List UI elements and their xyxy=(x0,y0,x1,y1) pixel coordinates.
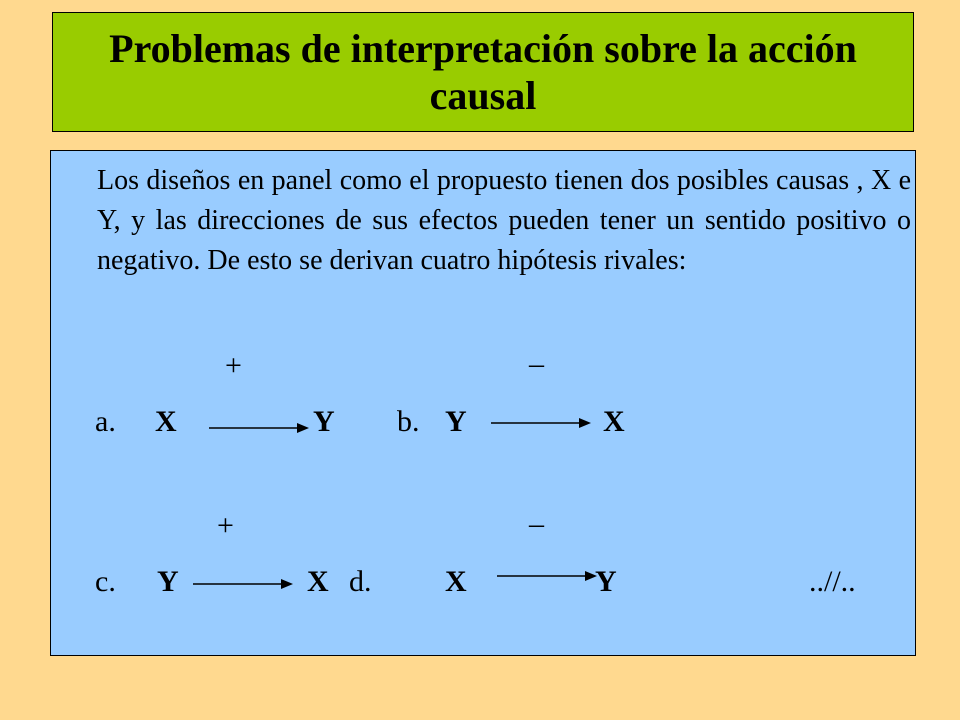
hypothesis-c-arrow-icon xyxy=(193,577,293,591)
hypothesis-d-arrow-icon xyxy=(497,569,597,583)
plus-sign-c: + xyxy=(217,509,234,542)
hypothesis-a-cause: X xyxy=(155,405,177,438)
hypothesis-d-effect: Y xyxy=(595,565,617,598)
hypothesis-b-arrow-icon xyxy=(491,416,591,430)
plus-sign-a: + xyxy=(225,349,242,382)
slide-title: Problemas de interpretación sobre la acción causal xyxy=(109,26,857,118)
intro-paragraph: Los diseños en panel como el propuesto tienen dos posibles causas , X e Y, y las direcciones de sus efectos pueden tener un sentido positivo o negativo. De esto se derivan cuatro hipótesis rivales: xyxy=(97,165,911,276)
hypothesis-b-cause: Y xyxy=(445,405,467,438)
title-banner xyxy=(52,12,914,132)
minus-sign-b: – xyxy=(529,347,544,380)
hypothesis-d-cause: X xyxy=(445,565,467,598)
content-panel xyxy=(50,150,916,656)
hypothesis-b-effect: X xyxy=(603,405,625,438)
hypothesis-c-cause: Y xyxy=(157,565,179,598)
hypothesis-c-label: c. xyxy=(95,565,116,598)
minus-sign-d: – xyxy=(529,507,544,540)
hypothesis-a-arrow-icon xyxy=(209,421,309,435)
hypothesis-d-label: d. xyxy=(349,565,372,598)
hypothesis-a-effect: Y xyxy=(313,405,335,438)
hypothesis-c-effect: X xyxy=(307,565,329,598)
hypothesis-a-label: a. xyxy=(95,405,116,438)
hypothesis-b-label: b. xyxy=(397,405,420,438)
continuation-marker: ..//.. xyxy=(809,565,856,598)
